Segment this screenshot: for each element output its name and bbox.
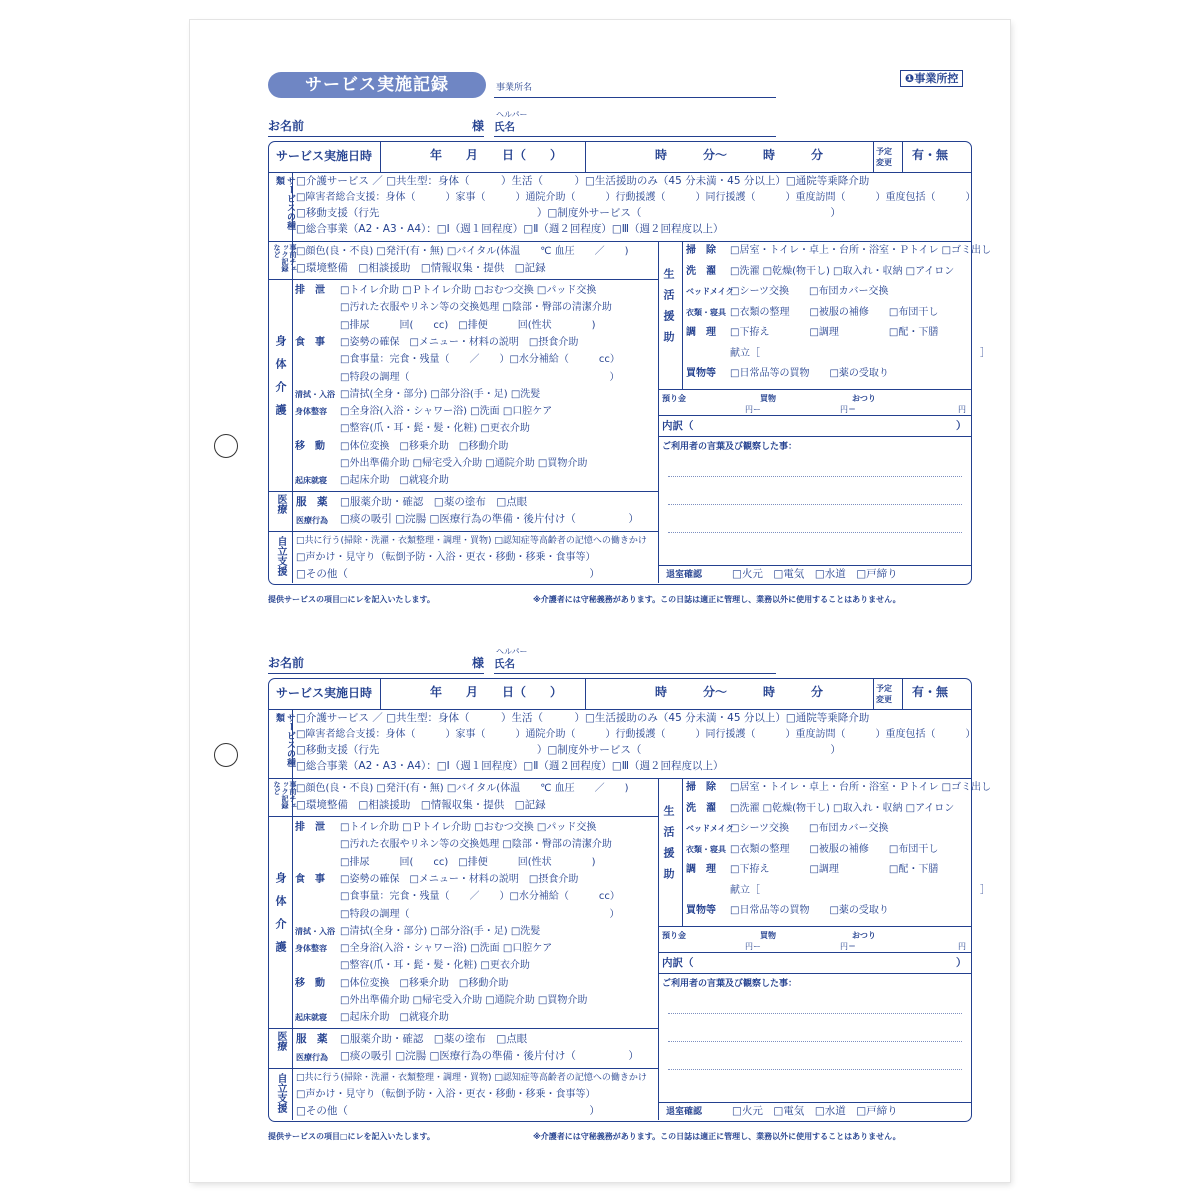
- deposit-label: 預り金: [662, 931, 686, 940]
- body-care-row-item[interactable]: □特段の調理（ ）: [340, 371, 620, 383]
- time-field[interactable]: 時 分～ 時 分: [655, 148, 824, 162]
- life-support-row-item[interactable]: □居室・トイレ・卓上・台所・浴室・Ｐトイレ □ゴミ出し: [730, 782, 992, 793]
- medical-line-2[interactable]: □痰の吸引 □浣腸 □医療行為の準備・後片付け（ ）: [340, 1050, 639, 1062]
- independence-label: 自立支援: [275, 536, 286, 576]
- pre-check-label: 事前チェック記録など: [273, 781, 297, 809]
- body-care-row-item[interactable]: □トイレ介助 □Ｐトイレ介助 □おむつ交換 □パッド交換: [340, 285, 597, 296]
- life-support-row-item[interactable]: □居室・トイレ・卓上・台所・浴室・Ｐトイレ □ゴミ出し: [730, 245, 992, 256]
- plan-change-label-1: 予定: [876, 147, 892, 156]
- body-care-row-category: 清拭・入浴: [295, 389, 335, 399]
- customer-name-line: [268, 136, 484, 137]
- service-type-label: サービスの種類: [274, 176, 295, 230]
- independence-line-1[interactable]: □共に行う(掃除・洗濯・衣類整理・調理・買物) □認知症等高齢者の記憶への働きかけ: [296, 1073, 647, 1083]
- body-care-row-item[interactable]: □体位変換 □移乗介助 □移動介助: [340, 440, 509, 452]
- body-care-row-category: 起床就寝: [295, 1013, 327, 1023]
- body-care-row-item[interactable]: □姿勢の確保 □メニュー・材料の説明 □摂食介助: [340, 336, 579, 348]
- yen-equals: 円＝: [840, 942, 856, 951]
- plan-change-label-1: 予定: [876, 684, 892, 693]
- life-support-row-item[interactable]: □洗濯 □乾燥(物干し) □取入れ・収納 □アイロン: [730, 265, 955, 277]
- life-support-row-item[interactable]: 献立［ ］: [730, 347, 990, 359]
- office-copy-badge: ❶事業所控: [900, 70, 963, 87]
- service-type-line-3[interactable]: □移動支援（行先 ）□制度外サービス（ ）: [296, 207, 841, 219]
- body-care-row-item[interactable]: □清拭(全身・部分) □部分浴(手・足) □洗髪: [340, 925, 541, 937]
- customer-name-label: お名前: [268, 656, 305, 670]
- life-support-row-category: 調 理: [686, 327, 716, 338]
- remarks-label: ご利用者の言葉及び観察した事：: [662, 979, 798, 989]
- service-type-label: サービスの種類: [274, 713, 295, 767]
- medical-cat-1: 服 薬: [296, 496, 328, 508]
- independence-line-3[interactable]: □その他（ ）: [296, 568, 600, 580]
- life-support-row-item[interactable]: □下拵え □調理 □配・下膳: [730, 864, 939, 875]
- service-type-line-1[interactable]: □介護サービス ／ □共生型：身体（ ）生活（ ）□生活援助のみ（45 分未満・45 分以上）□通院等乗降介助: [296, 175, 870, 187]
- yen-minus: 円ー: [745, 405, 761, 414]
- yen: 円: [958, 405, 966, 414]
- medical-label: 医療: [275, 1031, 286, 1051]
- yen: 円: [958, 942, 966, 951]
- footer-note-right: ※介護者には守秘義務があります。この日誌は適正に管理し、業務以外に使用することはありません。: [533, 1132, 901, 1141]
- life-support-row-category: 掃 除: [686, 245, 716, 256]
- service-type-line-4[interactable]: □総合事業（A2・A3・A4）：□Ⅰ（週１回程度）□Ⅱ（週２回程度）□Ⅲ（週２回程度以上）: [296, 223, 724, 235]
- life-support-label: 生活援助: [662, 268, 675, 352]
- datetime-label: サービス実施日時: [276, 686, 373, 700]
- plan-change-choice[interactable]: 有・無: [912, 685, 949, 699]
- life-support-row-item[interactable]: □シーツ交換 □布団カバー交換: [730, 286, 889, 297]
- life-support-row-item[interactable]: 献立［ ］: [730, 884, 990, 896]
- life-support-row-category: 衣類・寝具: [686, 307, 726, 317]
- body-care-row-category: 移 動: [295, 977, 325, 989]
- medical-cat-2: 医療行為: [296, 1053, 328, 1062]
- independence-label: 自立支援: [275, 1073, 286, 1113]
- body-care-row-item[interactable]: □トイレ介助 □Ｐトイレ介助 □おむつ交換 □パッド交換: [340, 822, 597, 833]
- customer-name-line: [268, 673, 484, 674]
- life-support-row-item[interactable]: □日常品等の買物 □薬の受取り: [730, 905, 889, 916]
- customer-name-label: お名前: [268, 119, 305, 133]
- body-care-row-item[interactable]: □食事量：完食・残量（ ／ ）□水分補給（ cc）: [340, 354, 620, 366]
- yen-minus: 円ー: [745, 942, 761, 951]
- medical-label: 医療: [275, 494, 286, 514]
- plan-change-label-2: 変更: [876, 158, 892, 167]
- body-care-row-item[interactable]: □清拭(全身・部分) □部分浴(手・足) □洗髪: [340, 388, 541, 400]
- plan-change-choice[interactable]: 有・無: [912, 148, 949, 162]
- service-type-line-2[interactable]: □障害者総合支援：身体（ ）家事（ ）通院介助（ ）行動援護（ ）同行援護（ ）重度訪問（ ）重度包括（ ）: [296, 729, 976, 740]
- body-care-row-item[interactable]: □汚れた衣服やリネン等の交換処理 □陰部・臀部の清潔介助: [340, 302, 612, 314]
- life-support-row-category: ベッドメイク: [686, 287, 734, 296]
- record-form-2: [0, 537, 1200, 1141]
- life-support-row-category: 調 理: [686, 864, 716, 875]
- body-care-row-category: 清拭・入浴: [295, 926, 335, 936]
- body-care-row-category: 身体整容: [295, 944, 327, 954]
- medical-cat-1: 服 薬: [296, 1033, 328, 1045]
- body-care-row-category: 食 事: [295, 873, 325, 885]
- independence-line-1[interactable]: □共に行う(掃除・洗濯・衣類整理・調理・買物) □認知症等高齢者の記憶への働きかけ: [296, 536, 647, 546]
- life-support-row-category: 買物等: [686, 905, 716, 916]
- medical-line-1[interactable]: □服薬介助・確認 □薬の塗布 □点眼: [340, 496, 528, 508]
- body-care-row-category: 身体整容: [295, 407, 327, 417]
- independence-line-3[interactable]: □その他（ ）: [296, 1105, 600, 1117]
- life-support-row-category: 洗 濯: [686, 265, 716, 277]
- footer-note-left: 提供サービスの項目□にレを記入いたします。: [268, 1132, 435, 1141]
- body-care-row-item[interactable]: □特段の調理（ ）: [340, 908, 620, 920]
- life-support-label: 生活援助: [662, 805, 675, 889]
- pre-check-line-2[interactable]: □環境整備 □相談援助 □情報収集・提供 □記録: [296, 799, 546, 811]
- helper-name-line: [494, 136, 776, 137]
- medical-cat-2: 医療行為: [296, 516, 328, 525]
- body-care-row-category: 排 泄: [295, 822, 325, 833]
- life-support-row-category: 掃 除: [686, 782, 716, 793]
- life-support-row-category: 衣類・寝具: [686, 844, 726, 854]
- body-care-row-item[interactable]: □体位変換 □移乗介助 □移動介助: [340, 977, 509, 989]
- leaving-check-items[interactable]: □火元 □電気 □水道 □戸締り: [732, 568, 898, 580]
- helper-name-line: [494, 673, 776, 674]
- body-care-row-item[interactable]: □姿勢の確保 □メニュー・材料の説明 □摂食介助: [340, 873, 579, 885]
- customer-sama: 様: [472, 656, 485, 670]
- life-support-row-item[interactable]: □シーツ交換 □布団カバー交換: [730, 823, 889, 834]
- life-support-row-item[interactable]: □衣類の整理 □被服の補修 □布団干し: [730, 843, 939, 855]
- helper-name-label: 氏名: [494, 658, 515, 670]
- remarks-label: ご利用者の言葉及び観察した事：: [662, 442, 798, 452]
- body-care-row-item[interactable]: □外出準備介助 □帰宅受入介助 □通院介助 □買物介助: [340, 458, 588, 469]
- medical-line-1[interactable]: □服薬介助・確認 □薬の塗布 □点眼: [340, 1033, 528, 1045]
- service-type-line-2[interactable]: □障害者総合支援：身体（ ）家事（ ）通院介助（ ）行動援護（ ）同行援護（ ）重度訪問（ ）重度包括（ ）: [296, 192, 976, 203]
- form-title: サービス実施記録: [268, 72, 486, 98]
- body-care-row-item[interactable]: □全身浴(入浴・シャワー浴) □洗面 □口腔ケア: [340, 406, 553, 418]
- body-care-row-item[interactable]: □排尿 回( cc) □排便 回(性状 ): [340, 319, 596, 331]
- life-support-row-category: 買物等: [686, 368, 716, 379]
- customer-sama: 様: [472, 119, 485, 133]
- service-type-line-3[interactable]: □移動支援（行先 ）□制度外サービス（ ）: [296, 744, 841, 756]
- plan-change-label-2: 変更: [876, 695, 892, 704]
- date-field[interactable]: 年 月 日（ ）: [430, 148, 563, 162]
- body-care-row-item[interactable]: □排尿 回( cc) □排便 回(性状 ): [340, 856, 596, 868]
- life-support-row-item[interactable]: □洗濯 □乾燥(物干し) □取入れ・収納 □アイロン: [730, 802, 955, 814]
- independence-line-2[interactable]: □声かけ・見守り（転倒予防・入浴・更衣・移動・移乗・食事等）: [296, 1089, 596, 1100]
- life-support-row-category: 洗 濯: [686, 802, 716, 814]
- body-care-row-category: 移 動: [295, 440, 325, 452]
- body-care-row-item[interactable]: □食事量：完食・残量（ ／ ）□水分補給（ cc）: [340, 891, 620, 903]
- purchase-label: 買物: [760, 394, 776, 403]
- purchase-label: 買物: [760, 931, 776, 940]
- body-care-row-item[interactable]: □整容(爪・耳・髭・髪・化粧) □更衣介助: [340, 423, 530, 435]
- body-care-row-item[interactable]: □整容(爪・耳・髭・髪・化粧) □更衣介助: [340, 960, 530, 972]
- independence-line-2[interactable]: □声かけ・見守り（転倒予防・入浴・更衣・移動・移乗・食事等）: [296, 552, 596, 563]
- pre-check-line-1[interactable]: □顔色(良・不良) □発汗(有・無) □バイタル(体温 ℃ 血圧 ／ ): [296, 246, 629, 257]
- body-care-label: 身体介護: [274, 872, 287, 964]
- body-care-row-item[interactable]: □起床介助 □就寝介助: [340, 1012, 449, 1024]
- footer-note-left: 提供サービスの項目□にレを記入いたします。: [268, 595, 435, 604]
- service-type-line-1[interactable]: □介護サービス ／ □共生型：身体（ ）生活（ ）□生活援助のみ（45 分未満・45 分以上）□通院等乗降介助: [296, 712, 870, 724]
- change-label: おつり: [852, 394, 876, 403]
- money-detail[interactable]: 内訳（ ）: [662, 957, 967, 969]
- office-name-label: 事業所名: [496, 83, 533, 93]
- time-field[interactable]: 時 分～ 時 分: [655, 685, 824, 699]
- leaving-check-items[interactable]: □火元 □電気 □水道 □戸締り: [732, 1105, 898, 1117]
- body-care-row-item[interactable]: □全身浴(入浴・シャワー浴) □洗面 □口腔ケア: [340, 943, 553, 955]
- body-care-row-category: 排 泄: [295, 285, 325, 296]
- leaving-check-label: 退室確認: [666, 570, 703, 580]
- helper-small-label: ヘルパー: [496, 110, 528, 119]
- deposit-label: 預り金: [662, 394, 686, 403]
- body-care-label: 身体介護: [274, 335, 287, 427]
- medical-line-2[interactable]: □痰の吸引 □浣腸 □医療行為の準備・後片付け（ ）: [340, 513, 639, 525]
- body-care-row-item[interactable]: □汚れた衣服やリネン等の交換処理 □陰部・臀部の清潔介助: [340, 839, 612, 851]
- yen-equals: 円＝: [840, 405, 856, 414]
- footer-note-right: ※介護者には守秘義務があります。この日誌は適正に管理し、業務以外に使用することはありません。: [533, 595, 901, 604]
- body-care-row-category: 起床就寝: [295, 476, 327, 486]
- service-type-line-4[interactable]: □総合事業（A2・A3・A4）：□Ⅰ（週１回程度）□Ⅱ（週２回程度）□Ⅲ（週２回程度以上）: [296, 760, 724, 772]
- helper-name-label: 氏名: [494, 121, 515, 133]
- life-support-row-item[interactable]: □日常品等の買物 □薬の受取り: [730, 368, 889, 379]
- datetime-label: サービス実施日時: [276, 149, 373, 163]
- body-care-row-item[interactable]: □外出準備介助 □帰宅受入介助 □通院介助 □買物介助: [340, 995, 588, 1006]
- date-field[interactable]: 年 月 日（ ）: [430, 685, 563, 699]
- helper-small-label: ヘルパー: [496, 647, 528, 656]
- change-label: おつり: [852, 931, 876, 940]
- body-care-row-category: 食 事: [295, 336, 325, 348]
- life-support-row-category: ベッドメイク: [686, 824, 734, 833]
- leaving-check-label: 退室確認: [666, 1107, 703, 1117]
- pre-check-label: 事前チェック記録など: [273, 244, 297, 272]
- pre-check-line-2[interactable]: □環境整備 □相談援助 □情報収集・提供 □記録: [296, 262, 546, 274]
- pre-check-line-1[interactable]: □顔色(良・不良) □発汗(有・無) □バイタル(体温 ℃ 血圧 ／ ): [296, 783, 629, 794]
- life-support-row-item[interactable]: □下拵え □調理 □配・下膳: [730, 327, 939, 338]
- money-detail[interactable]: 内訳（ ）: [662, 420, 967, 432]
- life-support-row-item[interactable]: □衣類の整理 □被服の補修 □布団干し: [730, 306, 939, 318]
- body-care-row-item[interactable]: □起床介助 □就寝介助: [340, 475, 449, 487]
